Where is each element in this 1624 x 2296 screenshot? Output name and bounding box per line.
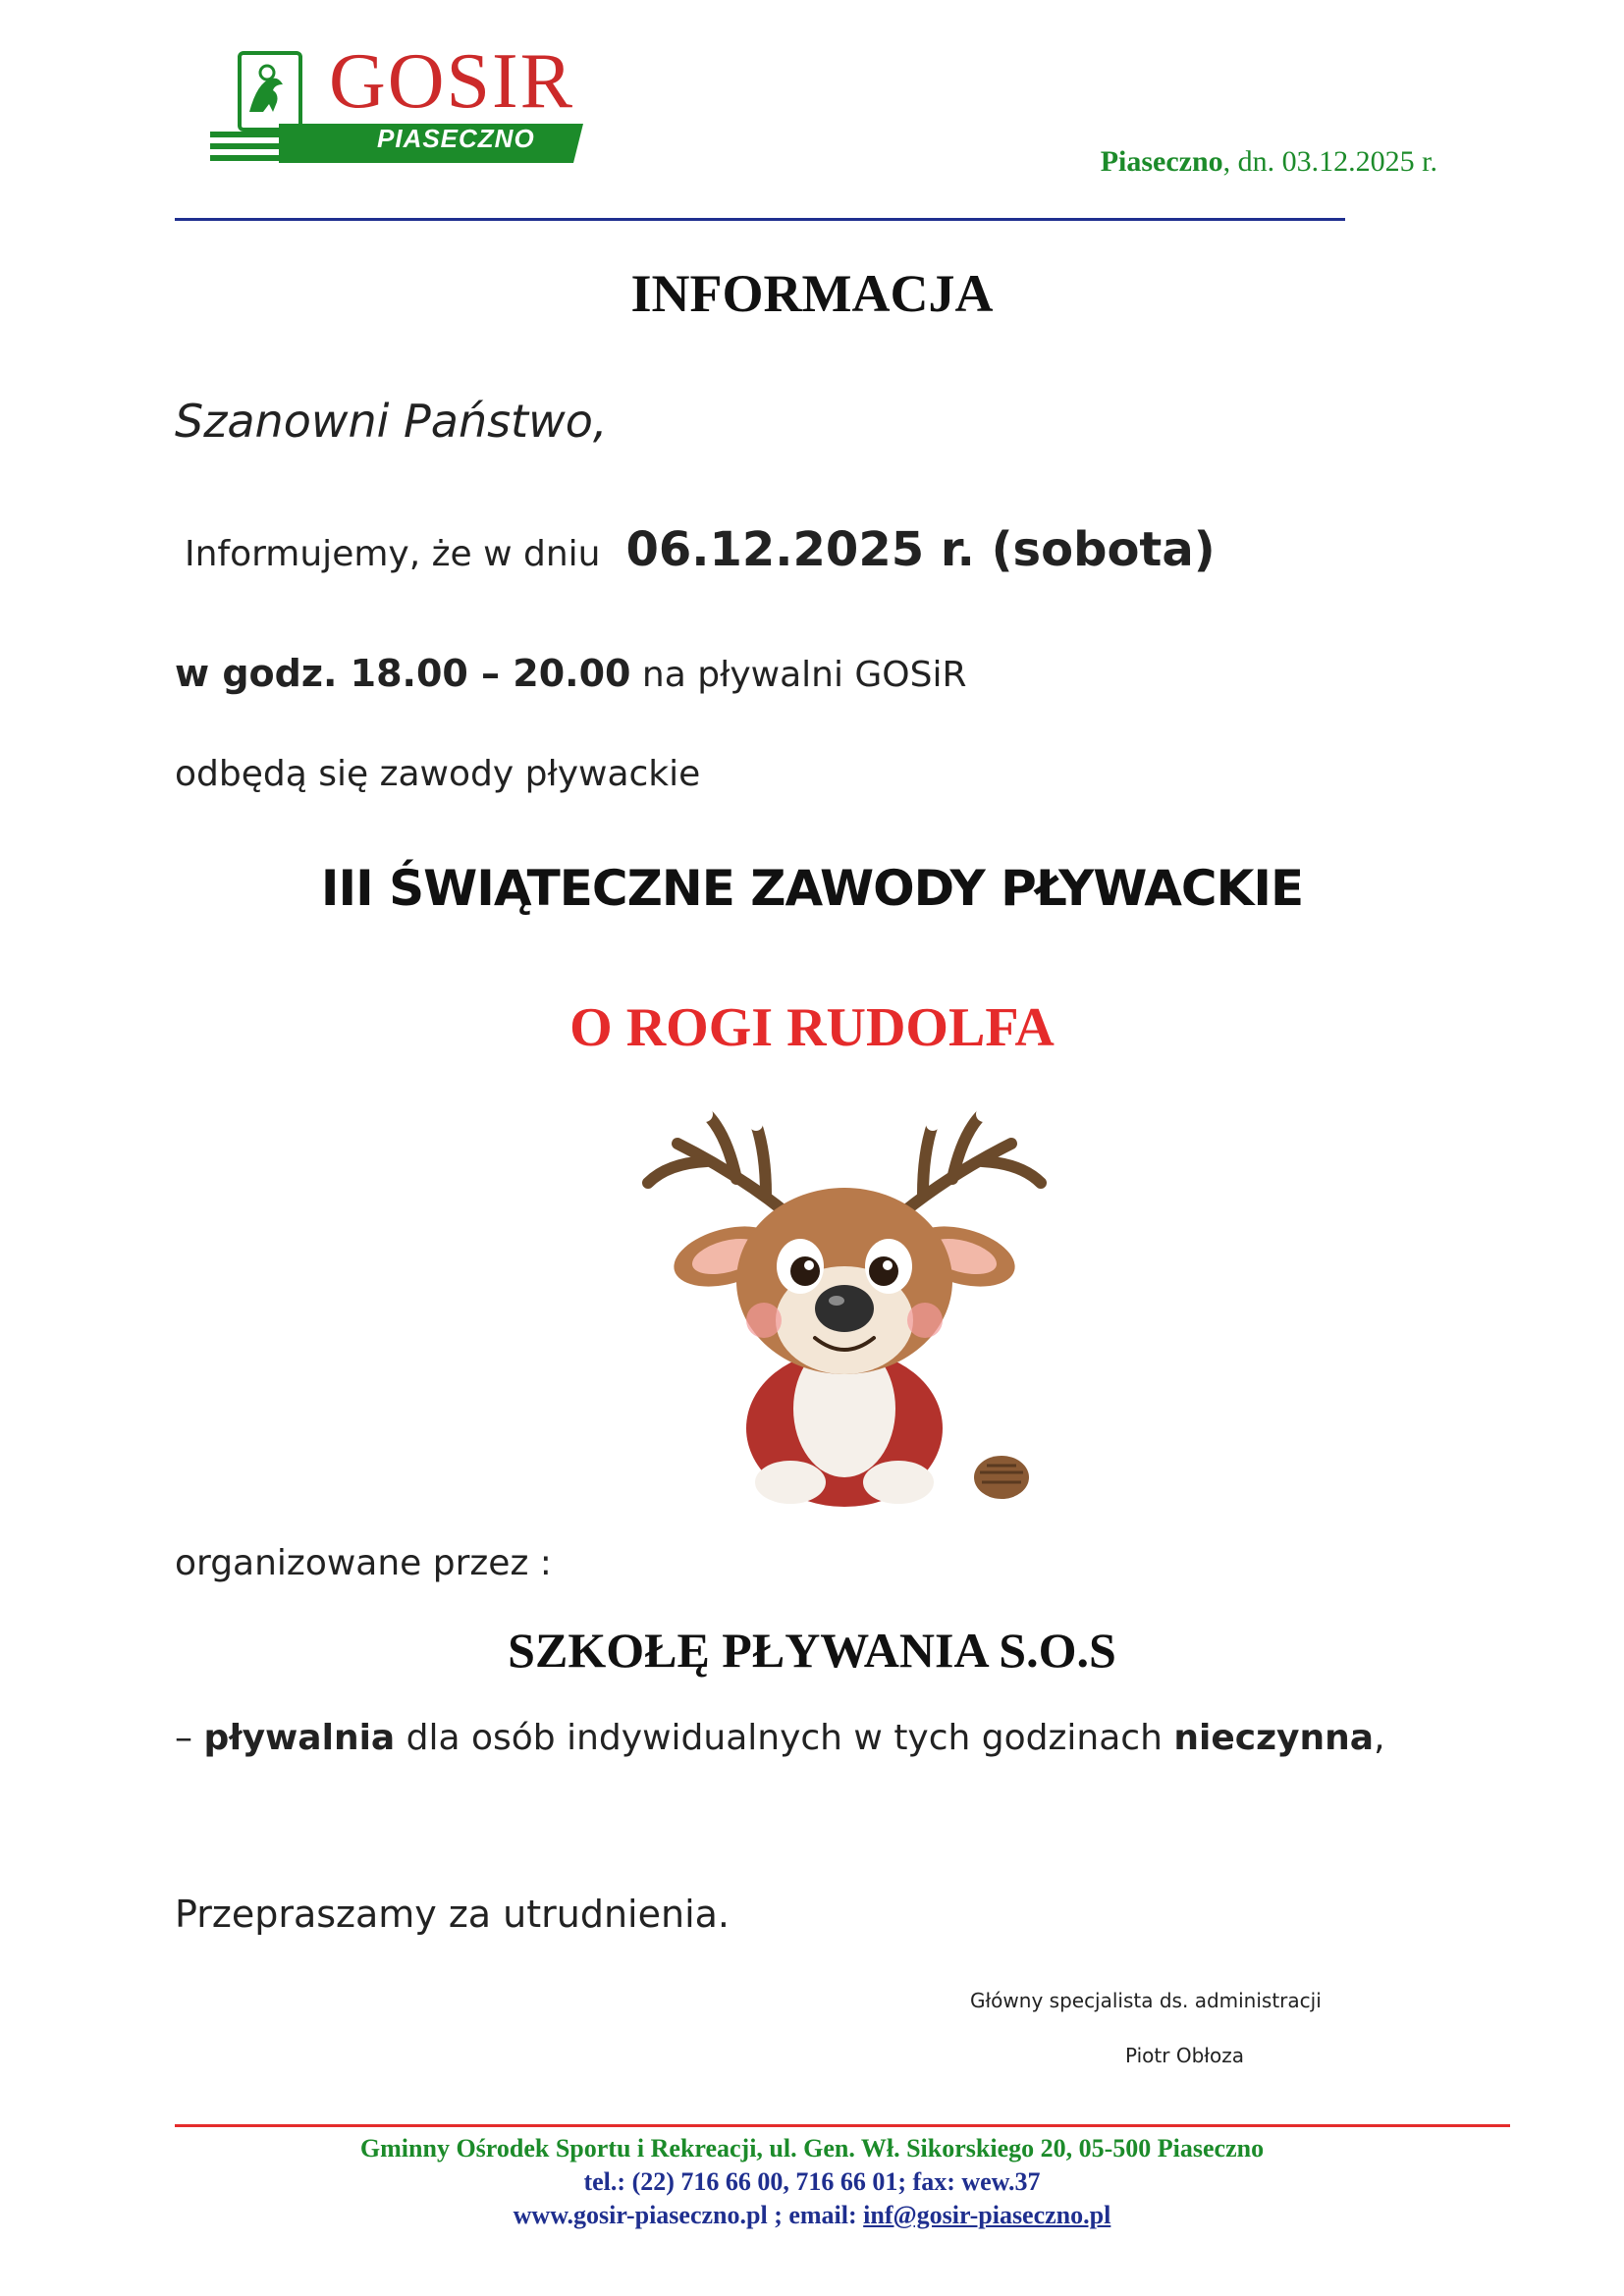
logo-subtitle: PIASECZNO bbox=[377, 124, 535, 153]
footer-email-link[interactable]: inf@gosir-piaseczno.pl bbox=[863, 2201, 1111, 2229]
notice-pool: pływalnia bbox=[203, 1718, 396, 1758]
signature-name: Piotr Obłoza bbox=[1125, 2044, 1244, 2067]
event-date: 06.12.2025 r. (sobota) bbox=[625, 522, 1216, 577]
greeting: Szanowni Państwo, bbox=[175, 395, 608, 448]
event-title: III ŚWIĄTECZNE ZAWODY PŁYWACKIE bbox=[320, 860, 1304, 917]
footer-website[interactable]: www.gosir-piaseczno.pl ; email: bbox=[513, 2201, 864, 2229]
event-description: odbędą się zawody pływackie bbox=[175, 754, 701, 794]
date-city: Piaseczno bbox=[1100, 145, 1223, 178]
logo-wordmark: GOSIR bbox=[329, 38, 575, 125]
page-title: INFORMACJA bbox=[630, 264, 994, 323]
footer-divider bbox=[175, 2124, 1510, 2127]
document-date bbox=[1101, 145, 1437, 179]
reindeer-illustration bbox=[619, 1085, 1070, 1517]
announcement-intro: Informujemy, że w dniu bbox=[185, 534, 601, 574]
event-hours: w godz. 18.00 – 20.00 bbox=[175, 652, 631, 695]
event-subtitle: O ROGI RUDOLFA bbox=[569, 997, 1055, 1058]
organized-by-label: organizowane przez : bbox=[175, 1543, 552, 1583]
event-hours-line bbox=[175, 652, 967, 695]
header-divider bbox=[175, 218, 1345, 221]
footer-address: Gminny Ośrodek Sportu i Rekreacji, ul. Gen. Wł. Sikorskiego 20, 05-500 Piaseczno bbox=[359, 2134, 1265, 2163]
announcement-date-line bbox=[185, 522, 1216, 577]
apology-text: Przepraszamy za utrudnienia. bbox=[175, 1893, 730, 1936]
date-text: , dn. 03.12.2025 r. bbox=[1222, 145, 1437, 178]
notice-dash: – bbox=[175, 1718, 204, 1758]
notice-middle: dla osób indywidualnych w tych godzinach bbox=[395, 1718, 1174, 1758]
notice-end: , bbox=[1374, 1718, 1385, 1758]
event-location: na pływalni GOSiR bbox=[630, 655, 967, 695]
footer-contact bbox=[0, 2201, 1624, 2230]
signature-role: Główny specjalista ds. administracji bbox=[970, 1989, 1322, 2012]
notice-closed: nieczynna bbox=[1173, 1718, 1375, 1758]
organizer-name: SZKOŁĘ PŁYWANIA S.O.S bbox=[508, 1623, 1116, 1678]
footer-phone: tel.: (22) 716 66 00, 716 66 01; fax: wew.37 bbox=[583, 2167, 1041, 2196]
pool-closed-notice bbox=[175, 1718, 1385, 1758]
